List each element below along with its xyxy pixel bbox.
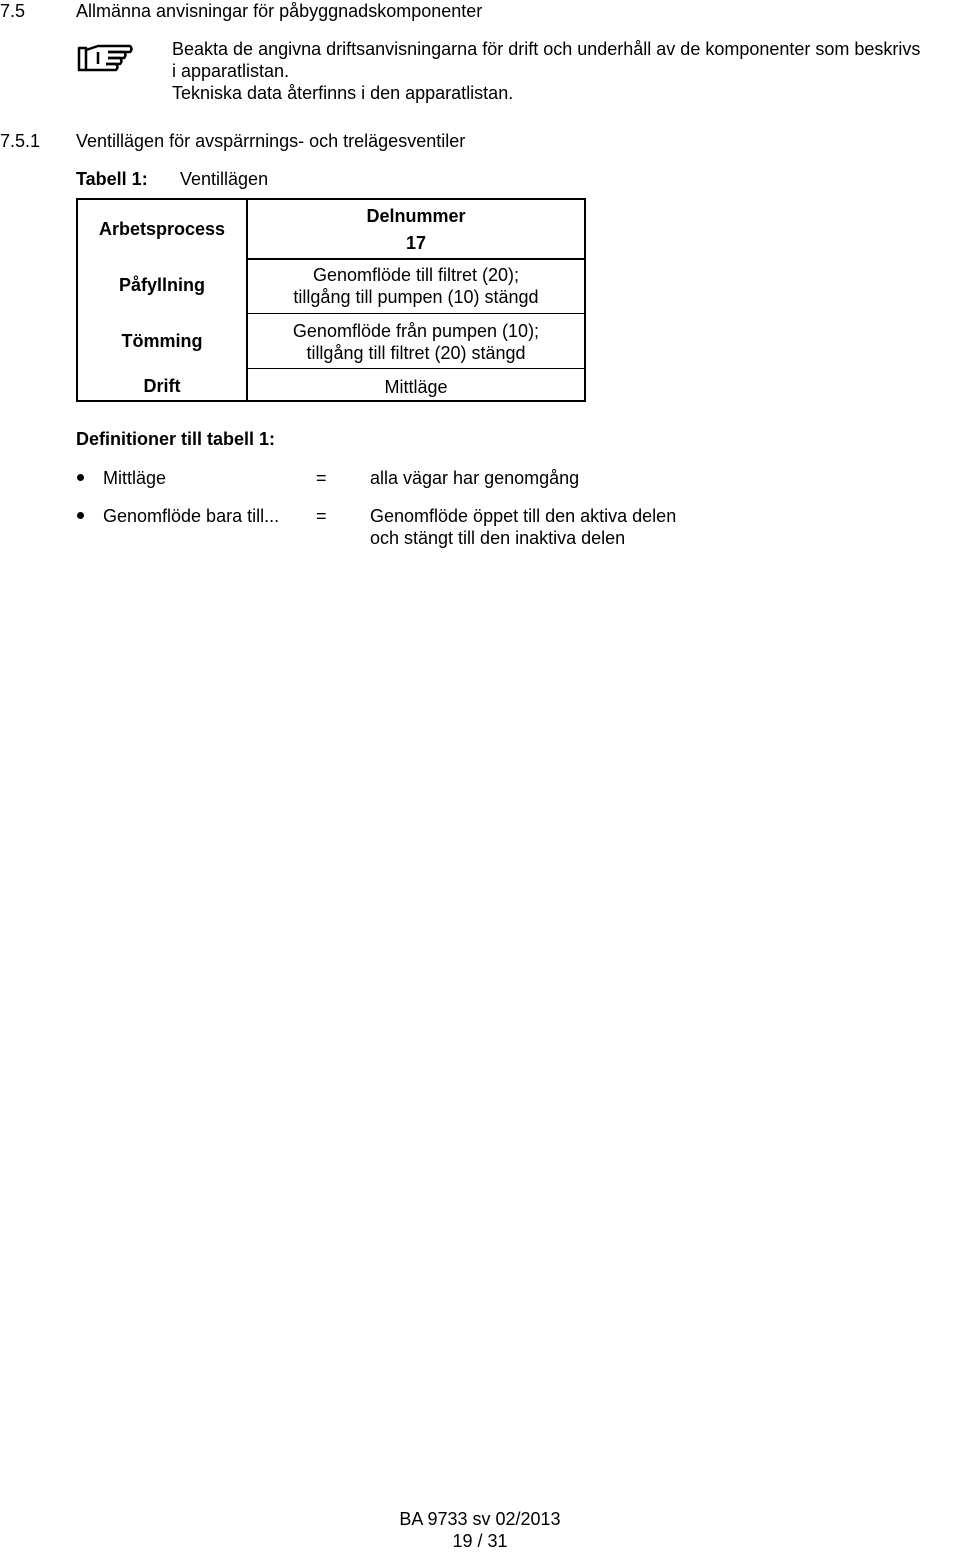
- table-row-process: Drift: [143, 376, 181, 396]
- table-row-state: Genomflöde till filtret (20);: [312, 265, 520, 285]
- definition-equals: =: [316, 506, 327, 526]
- valve-position-table: [76, 198, 586, 402]
- bullet-icon: [77, 512, 84, 519]
- table-row-state: Genomflöde från pumpen (10);: [292, 321, 540, 341]
- table-header-part-number: Delnummer: [366, 206, 466, 226]
- definitions-heading: Definitioner till tabell 1:: [76, 429, 276, 449]
- table-header-part-value: 17: [405, 233, 427, 253]
- definition-text: alla vägar har genomgång: [370, 468, 580, 488]
- table-row-process: Tömming: [121, 331, 203, 351]
- note-text-line: Beakta de angivna driftsanvisningarna för drift och underhåll av de komponenter som beskrivs: [172, 39, 921, 59]
- definition-equals: =: [316, 468, 327, 488]
- definition-term: Genomflöde bara till...: [103, 506, 280, 526]
- table-row-state: tillgång till pumpen (10) stängd: [293, 287, 539, 307]
- subsection-title: Ventillägen för avspärrnings- och trelägesventiler: [76, 131, 466, 151]
- table-divider: [246, 258, 584, 260]
- pointing-hand-icon: [76, 40, 134, 76]
- definition-text: och stängt till den inaktiva delen: [370, 528, 626, 548]
- table-header-process: Arbetsprocess: [98, 219, 226, 239]
- footer-document-id: BA 9733 sv 02/2013: [399, 1509, 561, 1529]
- section-number: 7.5: [0, 1, 26, 21]
- subsection-number: 7.5.1: [0, 131, 41, 151]
- definition-text: Genomflöde öppet till den aktiva delen: [370, 506, 677, 526]
- note-text-line: Tekniska data återfinns i den apparatlistan.: [172, 83, 514, 103]
- table-label: Tabell 1:: [76, 169, 148, 189]
- definition-term: Mittläge: [103, 468, 167, 488]
- bullet-icon: [77, 474, 84, 481]
- table-caption: Ventillägen: [180, 169, 269, 189]
- table-divider: [246, 313, 584, 314]
- footer-page-number: 19 / 31: [452, 1531, 508, 1551]
- table-row-state: tillgång till filtret (20) stängd: [306, 343, 526, 363]
- section-title: Allmänna anvisningar för påbyggnadskomponenter: [76, 1, 483, 21]
- table-row-state: Mittläge: [384, 377, 448, 397]
- table-row-process: Påfyllning: [118, 275, 205, 295]
- note-text-line: i apparatlistan.: [172, 61, 290, 81]
- table-divider: [246, 368, 584, 369]
